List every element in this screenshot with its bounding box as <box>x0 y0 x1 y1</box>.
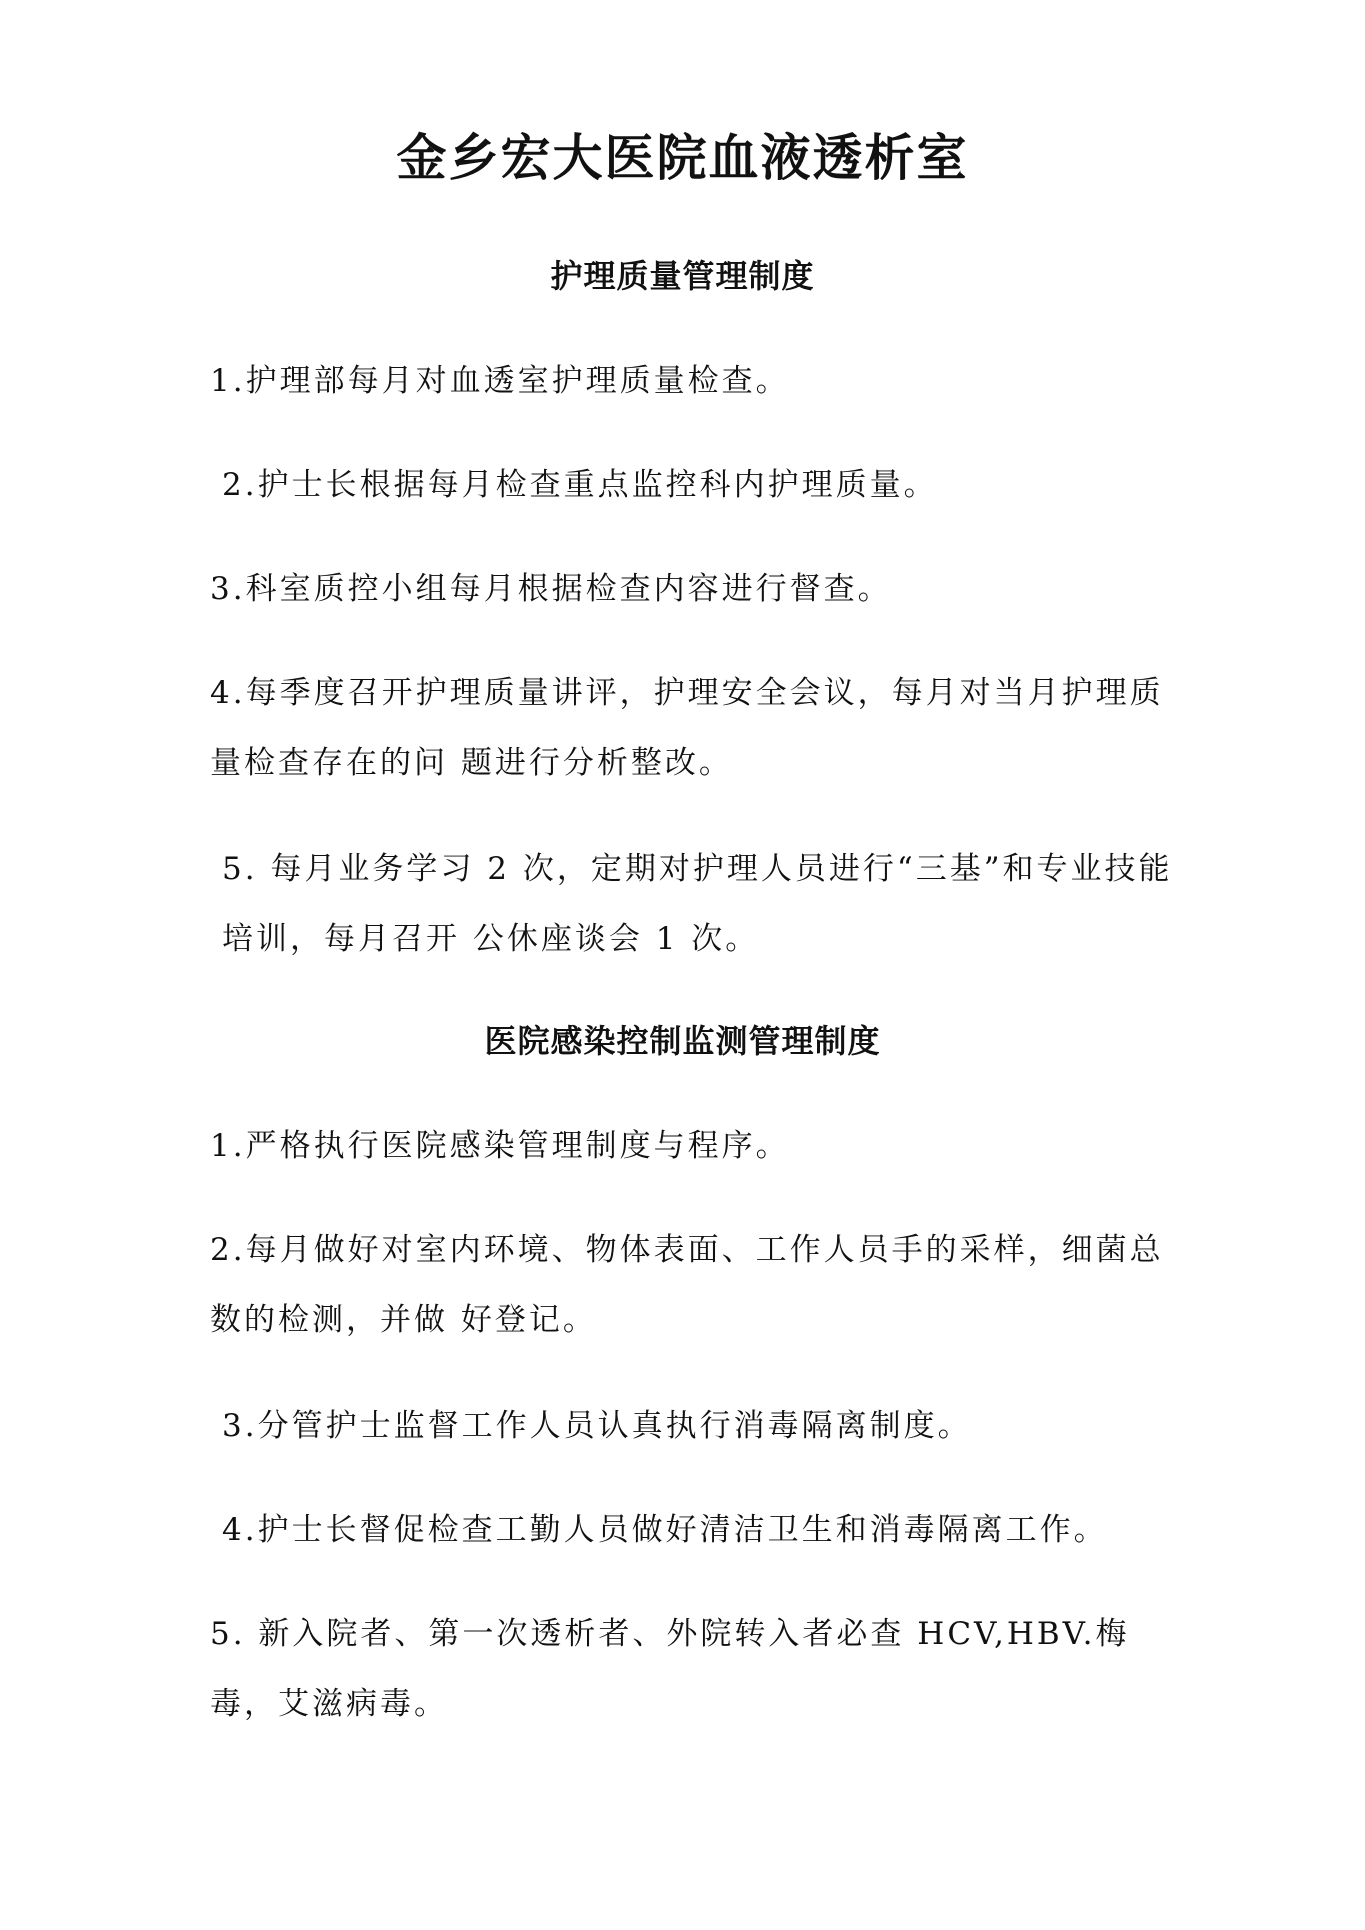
section-heading-infection-control: 医院感染控制监测管理制度 <box>484 1022 881 1060</box>
infection-control-item-4: 4.护士长督促检查工勤人员做好清洁卫生和消毒隔离工作。 <box>222 1512 1108 1548</box>
infection-control-item-1: 1.严格执行医院感染管理制度与程序。 <box>210 1128 790 1164</box>
nursing-quality-item-1: 1.护理部每月对血透室护理质量检查。 <box>210 363 790 399</box>
section-heading-nursing-quality: 护理质量管理制度 <box>550 257 815 295</box>
nursing-quality-item-5: 5. 每月业务学习 2 次，定期对护理人员进行“三基”和专业技能培训，每月召开 公休座谈会 1 次。 <box>222 851 1173 957</box>
infection-control-item-2: 2.每月做好对室内环境、物体表面、工作人员手的采样，细菌总数的检测，并做 好登记。 <box>210 1232 1164 1338</box>
document-title: 金乡宏大医院血液透析室 <box>396 128 969 187</box>
nursing-quality-item-4: 4.每季度召开护理质量讲评，护理安全会议，每月对当月护理质量检查存在的问 题进行分析整改。 <box>210 675 1164 781</box>
nursing-quality-item-2: 2.护士长根据每月检查重点监控科内护理质量。 <box>222 467 938 503</box>
infection-control-item-5: 5. 新入院者、第一次透析者、外院转入者必查 HCV,HBV.梅毒，艾滋病毒。 <box>210 1616 1130 1722</box>
infection-control-item-3: 3.分管护士监督工作人员认真执行消毒隔离制度。 <box>222 1408 972 1444</box>
nursing-quality-item-3: 3.科室质控小组每月根据检查内容进行督查。 <box>210 571 892 607</box>
